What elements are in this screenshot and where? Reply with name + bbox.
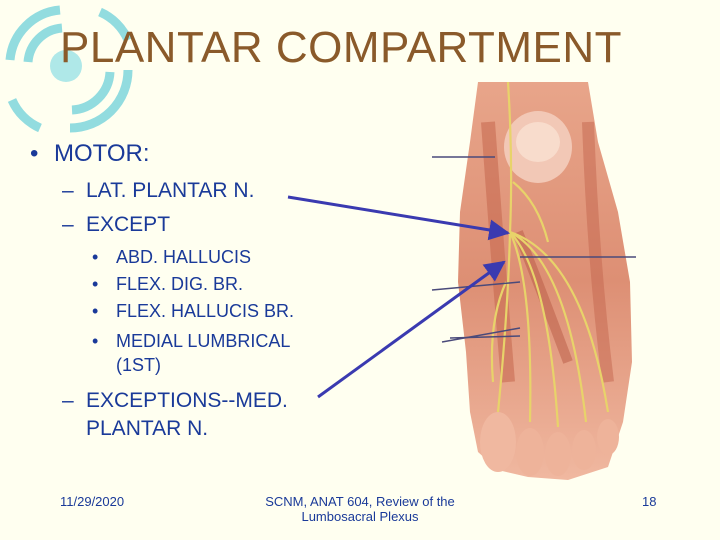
exception-continuation: (1ST) [116,355,161,375]
footer-course-line1: SCNM, ANAT 604, Review of the [265,494,455,509]
exception-item [92,273,243,295]
bullet-icon: • [92,331,99,351]
dash-icon: – [62,213,74,236]
exception-item [92,330,290,352]
exception-label: FLEX. DIG. BR. [116,274,244,294]
dash-icon: – [62,179,74,202]
sub-bullet-lat-plantar [62,178,254,204]
exceptions-med-continuation: PLANTAR N. [86,417,209,440]
exception-label: ABD. HALLUCIS [116,247,252,267]
sub-bullet-exceptions-med [62,388,288,414]
lat-plantar-text: LAT. PLANTAR N. [86,179,255,202]
exception-item [92,246,251,268]
sub-bullet-except [62,212,170,238]
exception-item [92,300,294,322]
bullet-icon: • [92,301,99,321]
exceptions-med-text: EXCEPTIONS--MED. [86,389,288,412]
dash-icon: – [62,389,74,412]
footer-page-number: 18 [642,494,657,509]
footer-course-line2: Lumbosacral Plexus [301,509,419,524]
exception-label: FLEX. HALLUCIS BR. [116,301,295,321]
except-text: EXCEPT [86,213,171,236]
foot-plantar-nerves-illustration [418,82,640,482]
footer-date: 11/29/2020 [60,494,125,509]
bullet-motor [30,140,150,168]
footer-course [250,494,470,524]
bullet-icon: • [92,247,99,267]
slide-title: PLANTAR COMPARTMENT [60,23,622,72]
bullet-icon: • [30,140,39,167]
motor-label: MOTOR: [54,140,150,167]
exception-label: MEDIAL LUMBRICAL [116,331,291,351]
bullet-icon: • [92,274,99,294]
